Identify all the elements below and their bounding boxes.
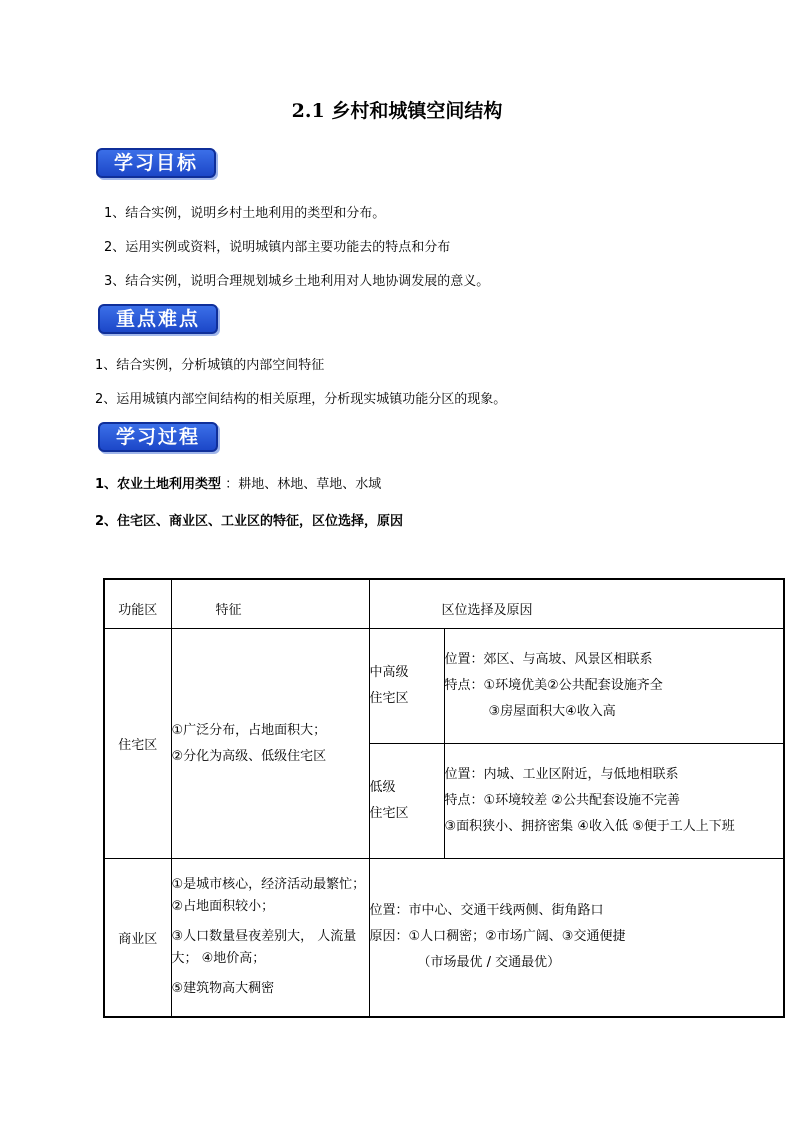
goal-item-2: 2、运用实例或资料，说明城镇内部主要功能去的特点和分布 (104, 240, 451, 255)
process-item-2: 2、住宅区、商业区、工业区的特征，区位选择，原因 (95, 514, 404, 529)
header-location: 区位选择及原因 (369, 579, 784, 629)
header-features: 特征 (171, 579, 369, 629)
residential-features: ①广泛分布，占地面积大； ②分化为高级、低级住宅区 (171, 629, 369, 859)
header-zone: 功能区 (104, 579, 171, 629)
function-zone-table (103, 578, 785, 1018)
goal-item-3: 3、结合实例，说明合理规划城乡土地利用对人地协调发展的意义。 (104, 274, 490, 289)
page-title: 2.1 乡村和城镇空间结构 (291, 100, 503, 122)
process-item-1-label: 1、农业土地利用类型 (95, 477, 222, 492)
commercial-features: ①是城市核心，经济活动最繁忙； ②占地面积较小； ③人口数量昼夜差别大， 人流量大； ④地价高； ⑤建筑物高大稠密 (171, 859, 369, 1017)
badge-key-points: 重点难点 (98, 304, 218, 334)
zone-residential: 住宅区 (104, 629, 171, 859)
table-row (104, 859, 784, 1017)
high-residential-details: 位置：郊区、与高坡、风景区相联系 特点：①环境优美②公共配套设施齐全 ③房屋面积大④收入高 (444, 629, 784, 744)
process-item-1 (95, 473, 381, 492)
badge-learning-process: 学习过程 (98, 422, 218, 452)
subzone-low-residential: 低级 住宅区 (369, 744, 444, 859)
goal-item-1: 1、结合实例，说明乡村土地利用的类型和分布。 (104, 206, 386, 221)
process-item-1-value: ：耕地、林地、草地、水域 (225, 477, 382, 492)
subzone-high-residential: 中高级 住宅区 (369, 629, 444, 744)
key-item-2: 2、运用城镇内部空间结构的相关原理，分析现实城镇功能分区的现象。 (95, 392, 507, 407)
key-item-1: 1、结合实例，分析城镇的内部空间特征 (95, 358, 325, 373)
table-row (104, 629, 784, 744)
table-header-row (104, 579, 784, 629)
badge-learning-goals: 学习目标 (96, 148, 216, 178)
zone-commercial: 商业区 (104, 859, 171, 1017)
low-residential-details: 位置：内城、工业区附近，与低地相联系 特点：①环境较差 ②公共配套设施不完善 ③面积狭小、拥挤密集 ④收入低 ⑤便于工人上下班 (444, 744, 784, 859)
commercial-location: 位置：市中心、交通干线两侧、街角路口 原因：①人口稠密；②市场广阔、③交通便捷 （市场最优 / 交通最优） (369, 859, 784, 1017)
